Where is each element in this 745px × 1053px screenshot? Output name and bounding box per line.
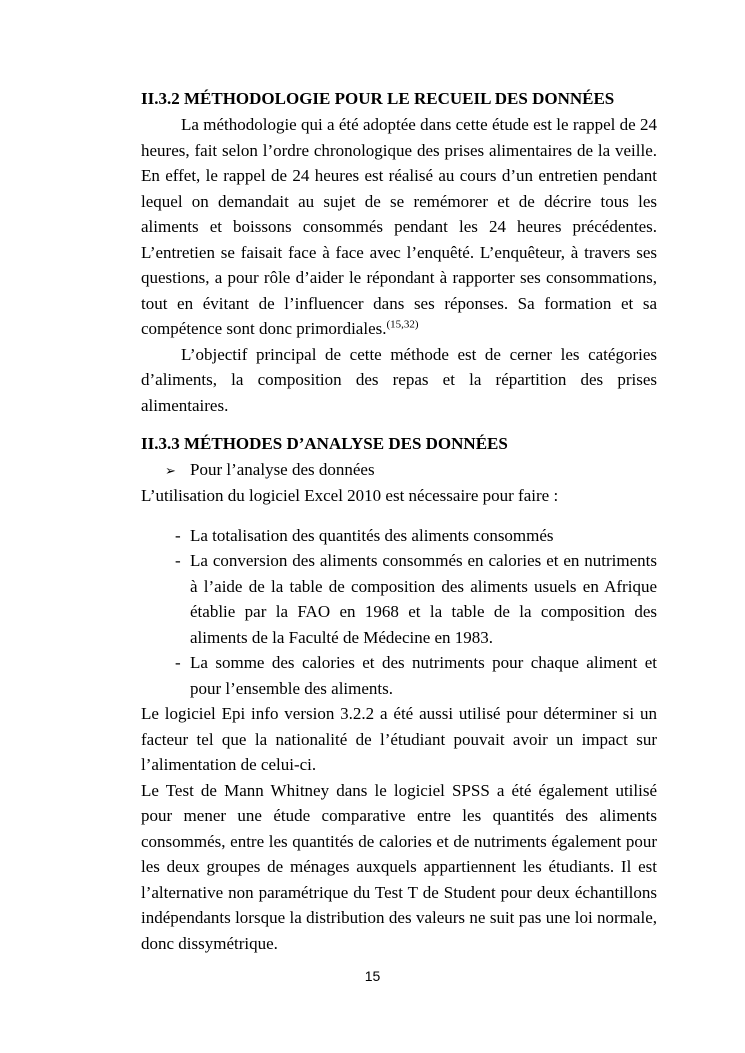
list-item-text: La totalisation des quantités des aliments consommés [190, 525, 554, 545]
dash-bullet-icon: - [175, 525, 181, 545]
page-number: 15 [364, 968, 381, 984]
list-item [141, 548, 657, 650]
paragraph-objective: L’objectif principal de cette méthode est de cerner les catégories d’aliments, la composition des repas et la répartition des prises alimentaires. [141, 344, 657, 415]
list-item-text: La somme des calories et des nutriments pour chaque aliment et pour l’ensemble des aliments. [190, 653, 657, 698]
list-item [141, 523, 657, 549]
bullet-item-analysis [141, 457, 657, 483]
list-item [141, 650, 657, 701]
section-heading-II-3-3: II.3.3 MÉTHODES D’ANALYSE DES DONNÉES [141, 434, 508, 453]
list-item-text: La conversion des aliments consommés en calories et en nutriments à l’aide de la table de composition des aliments usuels en Afrique établie par la FAO en 1968 et la table de la composition des aliments de la Faculté de Médecine en 1983. [190, 551, 657, 647]
paragraph-excel-intro: L’utilisation du logiciel Excel 2010 est nécessaire pour faire : [141, 486, 559, 505]
dash-bullet-icon: - [175, 653, 181, 672]
page-content [141, 86, 657, 956]
bullet-item-text: Pour l’analyse des données [190, 460, 375, 479]
arrow-bullet-icon: ➢ [165, 463, 176, 478]
paragraph-epi-info: Le logiciel Epi info version 3.2.2 a été aussi utilisé pour déterminer si un facteur tel que la nationalité de l’étudiant pouvait avoir un impact sur l’alimentation de celui-ci. [141, 704, 657, 774]
dash-list [141, 523, 657, 702]
dash-bullet-icon: - [175, 551, 181, 570]
citation-reference: (15,32) [386, 318, 419, 331]
paragraph-mann-whitney: Le Test de Mann Whitney dans le logiciel SPSS a été également utilisé pour mener une étude comparative entre les quantités des aliments consommés, entre les quantités de calories et de nutriments également pour les deux groupes de ménages auxquels appartiennent les étudiants. Il est l’alternative non paramétrique du Test T de Student pour deux échantillons indépendants lorsque la distribution des valeurs ne suit pas une loi normale, donc dissymétrique. [141, 780, 657, 953]
paragraph-methodology-text: La méthodologie qui a été adoptée dans cette étude est le rappel de 24 heures, fait selon l’ordre chronologique des prises alimentaires de la veille. En effet, le rappel de 24 heures est réalisé au cours d’un entretien pendant lequel on demandait au sujet de se remémorer et de décrire tous les aliments et boissons consommés pendant les 24 heures précédentes. L’entretien se faisait face à face avec l’enquêté. L’enquêteur, à travers ses questions, a pour rôle d’aider le répondant à rapporter ses consommations, tout en évitant de l’influencer dans ses réponses. Sa formation et sa compétence sont donc primordiales. [141, 115, 657, 338]
paragraph-methodology [141, 112, 657, 342]
section-heading-II-3-2: II.3.2 MÉTHODOLOGIE POUR LE RECUEIL DES DONNÉES [141, 89, 615, 108]
page-footer [0, 968, 745, 984]
